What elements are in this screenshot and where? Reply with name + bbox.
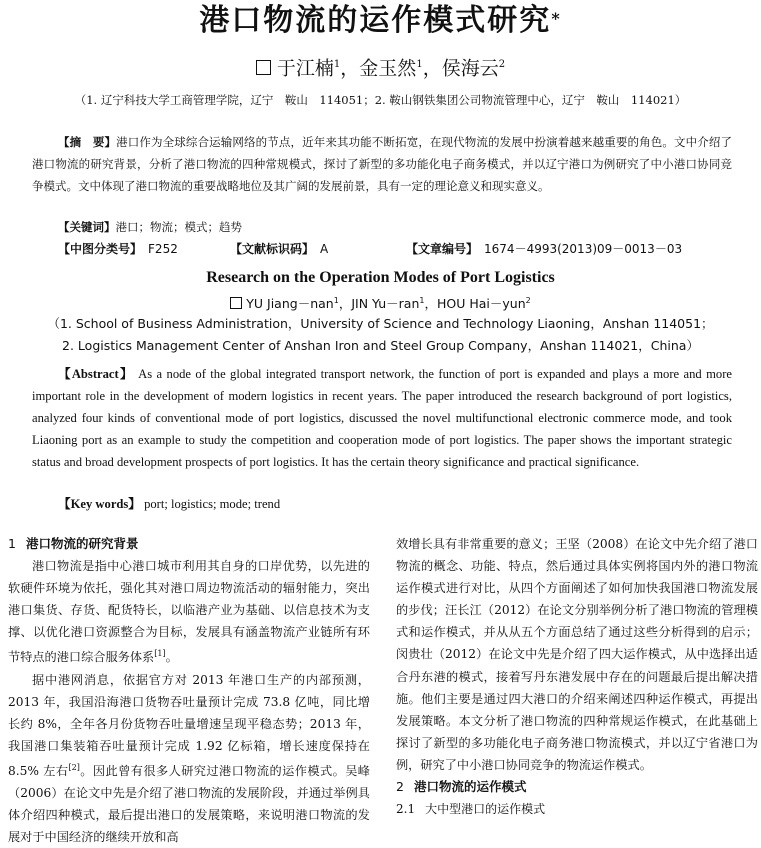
abstract-cn-label: 【摘 要】 xyxy=(58,135,117,149)
author-2-aff: 1 xyxy=(416,59,423,70)
square-icon xyxy=(230,297,242,309)
en-author-3-aff: 2 xyxy=(525,296,531,305)
doc-label: 【文献标识码】 xyxy=(230,242,309,256)
abstract-en-text: As a node of the global integrated transport network, the function of port is expanded and plays a more and more important role in the development of modern logistics in recent years. The paper introduced the research background of port logistics, analyzed four kinds of conventional mode of port logistics, discussed the novel multifunctional electronic commerce mode, and took Liaoning port as an example to study the competition and cooperation mode of port logistics. The paper shows the important strategic status and broad development prospects of port logistics. It has the certain theory significance and practical significance. xyxy=(32,367,732,469)
english-affiliation-1: （1. School of Business Administration，University of Science and Technology Liaoning，Anshan 114051； xyxy=(47,316,714,331)
keywords-cn-label: 【关键词】 xyxy=(58,220,116,234)
article-number xyxy=(406,239,682,259)
keywords-en xyxy=(58,494,280,514)
section-1-number: 1 xyxy=(8,536,16,551)
doc-code xyxy=(230,239,328,259)
section-2-1-heading xyxy=(396,798,758,820)
author-line: 于江楠$^1$，金玉然$^1$，侯海云$^2$ xyxy=(0,52,761,81)
square-icon xyxy=(256,60,271,75)
paragraph-1-text: 港口物流是指中心港口城市利用其自身的口岸优势，以先进的软硬件环境为依托，强化其对港口周边物流活动的辐射能力，突出港口集货、存货、配货特长，以临港产业为基础、以信息技术为支撑、以优化港口资源整合为目标，发展具有涵盖物流产业链所有环节特点的港口综合服务体系 xyxy=(8,559,370,665)
citation-2: [2] xyxy=(68,763,80,772)
article-value: 1674－4993(2013)09－0013－03 xyxy=(484,242,683,256)
author-3: 侯海云 xyxy=(441,57,499,80)
english-affiliation-2: 2. Logistics Management Center of Anshan Iron and Steel Group Company，Anshan 114021，China） xyxy=(62,338,699,353)
paragraph-2-text-a: 据中港网消息，依据官方对 2013 年港口生产的内部预测，2013 年，我国沿海港口货物吞吐量预计完成 73.8 亿吨，同比增长约 8%，全年各月份货物吞吐量增速呈现平稳态势；2013 年，我国港口集装箱吞吐量预计完成 1.92 亿标箱，增长速度保持在 8.5% 左右 xyxy=(8,672,370,779)
paragraph-1-end: 。 xyxy=(165,650,178,665)
keywords-cn xyxy=(58,217,242,237)
author-1-aff: 1 xyxy=(333,59,341,70)
author-2: 金玉然 xyxy=(359,57,417,80)
keywords-cn-text: 港口；物流；模式；趋势 xyxy=(115,220,242,234)
section-2-number: 2 xyxy=(396,779,404,795)
section-2-heading xyxy=(396,776,758,798)
abstract-cn-text: 港口作为全球综合运输网络的节点，近年来其功能不断拓宽，在现代物流的发展中扮演着越来越重要的角色。文中介绍了港口物流的研究背景，分析了港口物流的四种常规模式，探讨了新型的多功能化电子商务模式，并以辽宁港口为例研究了中小港口协同竞争模式。文中体现了港口物流的重要战略地位及其广阔的发展前景，具有一定的理论意义和现实意义。 xyxy=(32,135,733,193)
paragraph-2 xyxy=(8,669,370,848)
en-author-3: HOU Hai－yun xyxy=(436,296,526,312)
author-3-aff: 2 xyxy=(498,59,506,70)
english-title: Research on the Operation Modes of Port Logistics xyxy=(206,269,555,286)
section-2-title: 港口物流的运作模式 xyxy=(413,779,527,795)
en-author-2: JIN Yu－ran xyxy=(351,296,420,312)
author-1: 于江楠 xyxy=(276,57,334,80)
abstract-cn xyxy=(32,132,732,197)
english-author-line: YU Jiang－nan$^1$，JIN Yu－ran$^1$，HOU Hai－yun$^2$ xyxy=(0,291,761,314)
section-1-title: 港口物流的研究背景 xyxy=(25,536,139,551)
body-right-column xyxy=(396,533,758,820)
doc-value: A xyxy=(320,242,329,256)
keywords-en-text: port; logistics; mode; trend xyxy=(144,497,281,511)
paragraph-2-text-b: 。因此曾有很多人研究过港口物流的运作模式。吴峰（2006）在论文中先是介绍了港口物流的发展阶段，并通过举例具体介绍四种模式，最后提出港口的发展策略，来说明港口物流的发展对于中国经济的继续开放和高 xyxy=(8,764,370,845)
section-1-heading xyxy=(8,533,370,555)
clc-value: F252 xyxy=(148,242,178,256)
clc-number xyxy=(58,239,178,259)
section-2-1-number: 2.1 xyxy=(396,802,416,817)
abstract-en xyxy=(32,363,732,473)
paragraph-1 xyxy=(8,555,370,669)
abstract-en-label: 【Abstract】 xyxy=(58,367,134,381)
body-left-column xyxy=(8,533,370,848)
affiliation: （1. 辽宁科技大学工商管理学院，辽宁 鞍山 114051；2. 鞍山钢铁集团公司物流管理中心，辽宁 鞍山 114021） xyxy=(74,93,687,107)
paper-title-text: 港口物流的运作模式研究 xyxy=(199,3,552,38)
keywords-en-label: 【Key words】 xyxy=(58,497,141,511)
citation-1: [1] xyxy=(154,649,166,659)
title-footnote-mark: * xyxy=(551,9,562,28)
article-label: 【文章编号】 xyxy=(406,242,473,256)
paragraph-2-continued: 效增长具有非常重要的意义；王坚（2008）在论文中先介绍了港口物流的概念、功能、特点，然后通过具体实例将国内外的港口物流运作模式进行对比，从四个方面阐述了如何加快我国港口物流发展的步伐；汪长江（2012）在论文分别举例分析了港口物流的管理模式和运作模式，并从从五个方面总结了通过这些分析得到的启示；闵贵壮（2012）在论文中先是介绍了四大运作模式，从中选择出适合丹东港的模式，接着写丹东港发展中存在的问题最后提出解决措施。他们主要是通过四大港口的介绍来阐述四种运作模式，再提出发展策略。本文分析了港口物流的四种常规运作模式，在此基础上探讨了新型的多功能化电子商务港口物流模式，并以辽宁省港口为例，研究了中小港口协同竞争的物流运作模式。 xyxy=(396,537,758,772)
section-2-1-title: 大中型港口的运作模式 xyxy=(425,802,546,817)
paper-title xyxy=(0,2,761,40)
clc-label: 【中图分类号】 xyxy=(58,242,137,256)
en-author-1-aff: 1 xyxy=(333,296,339,305)
en-author-2-aff: 1 xyxy=(419,296,425,305)
en-author-1: YU Jiang－nan xyxy=(246,296,334,312)
